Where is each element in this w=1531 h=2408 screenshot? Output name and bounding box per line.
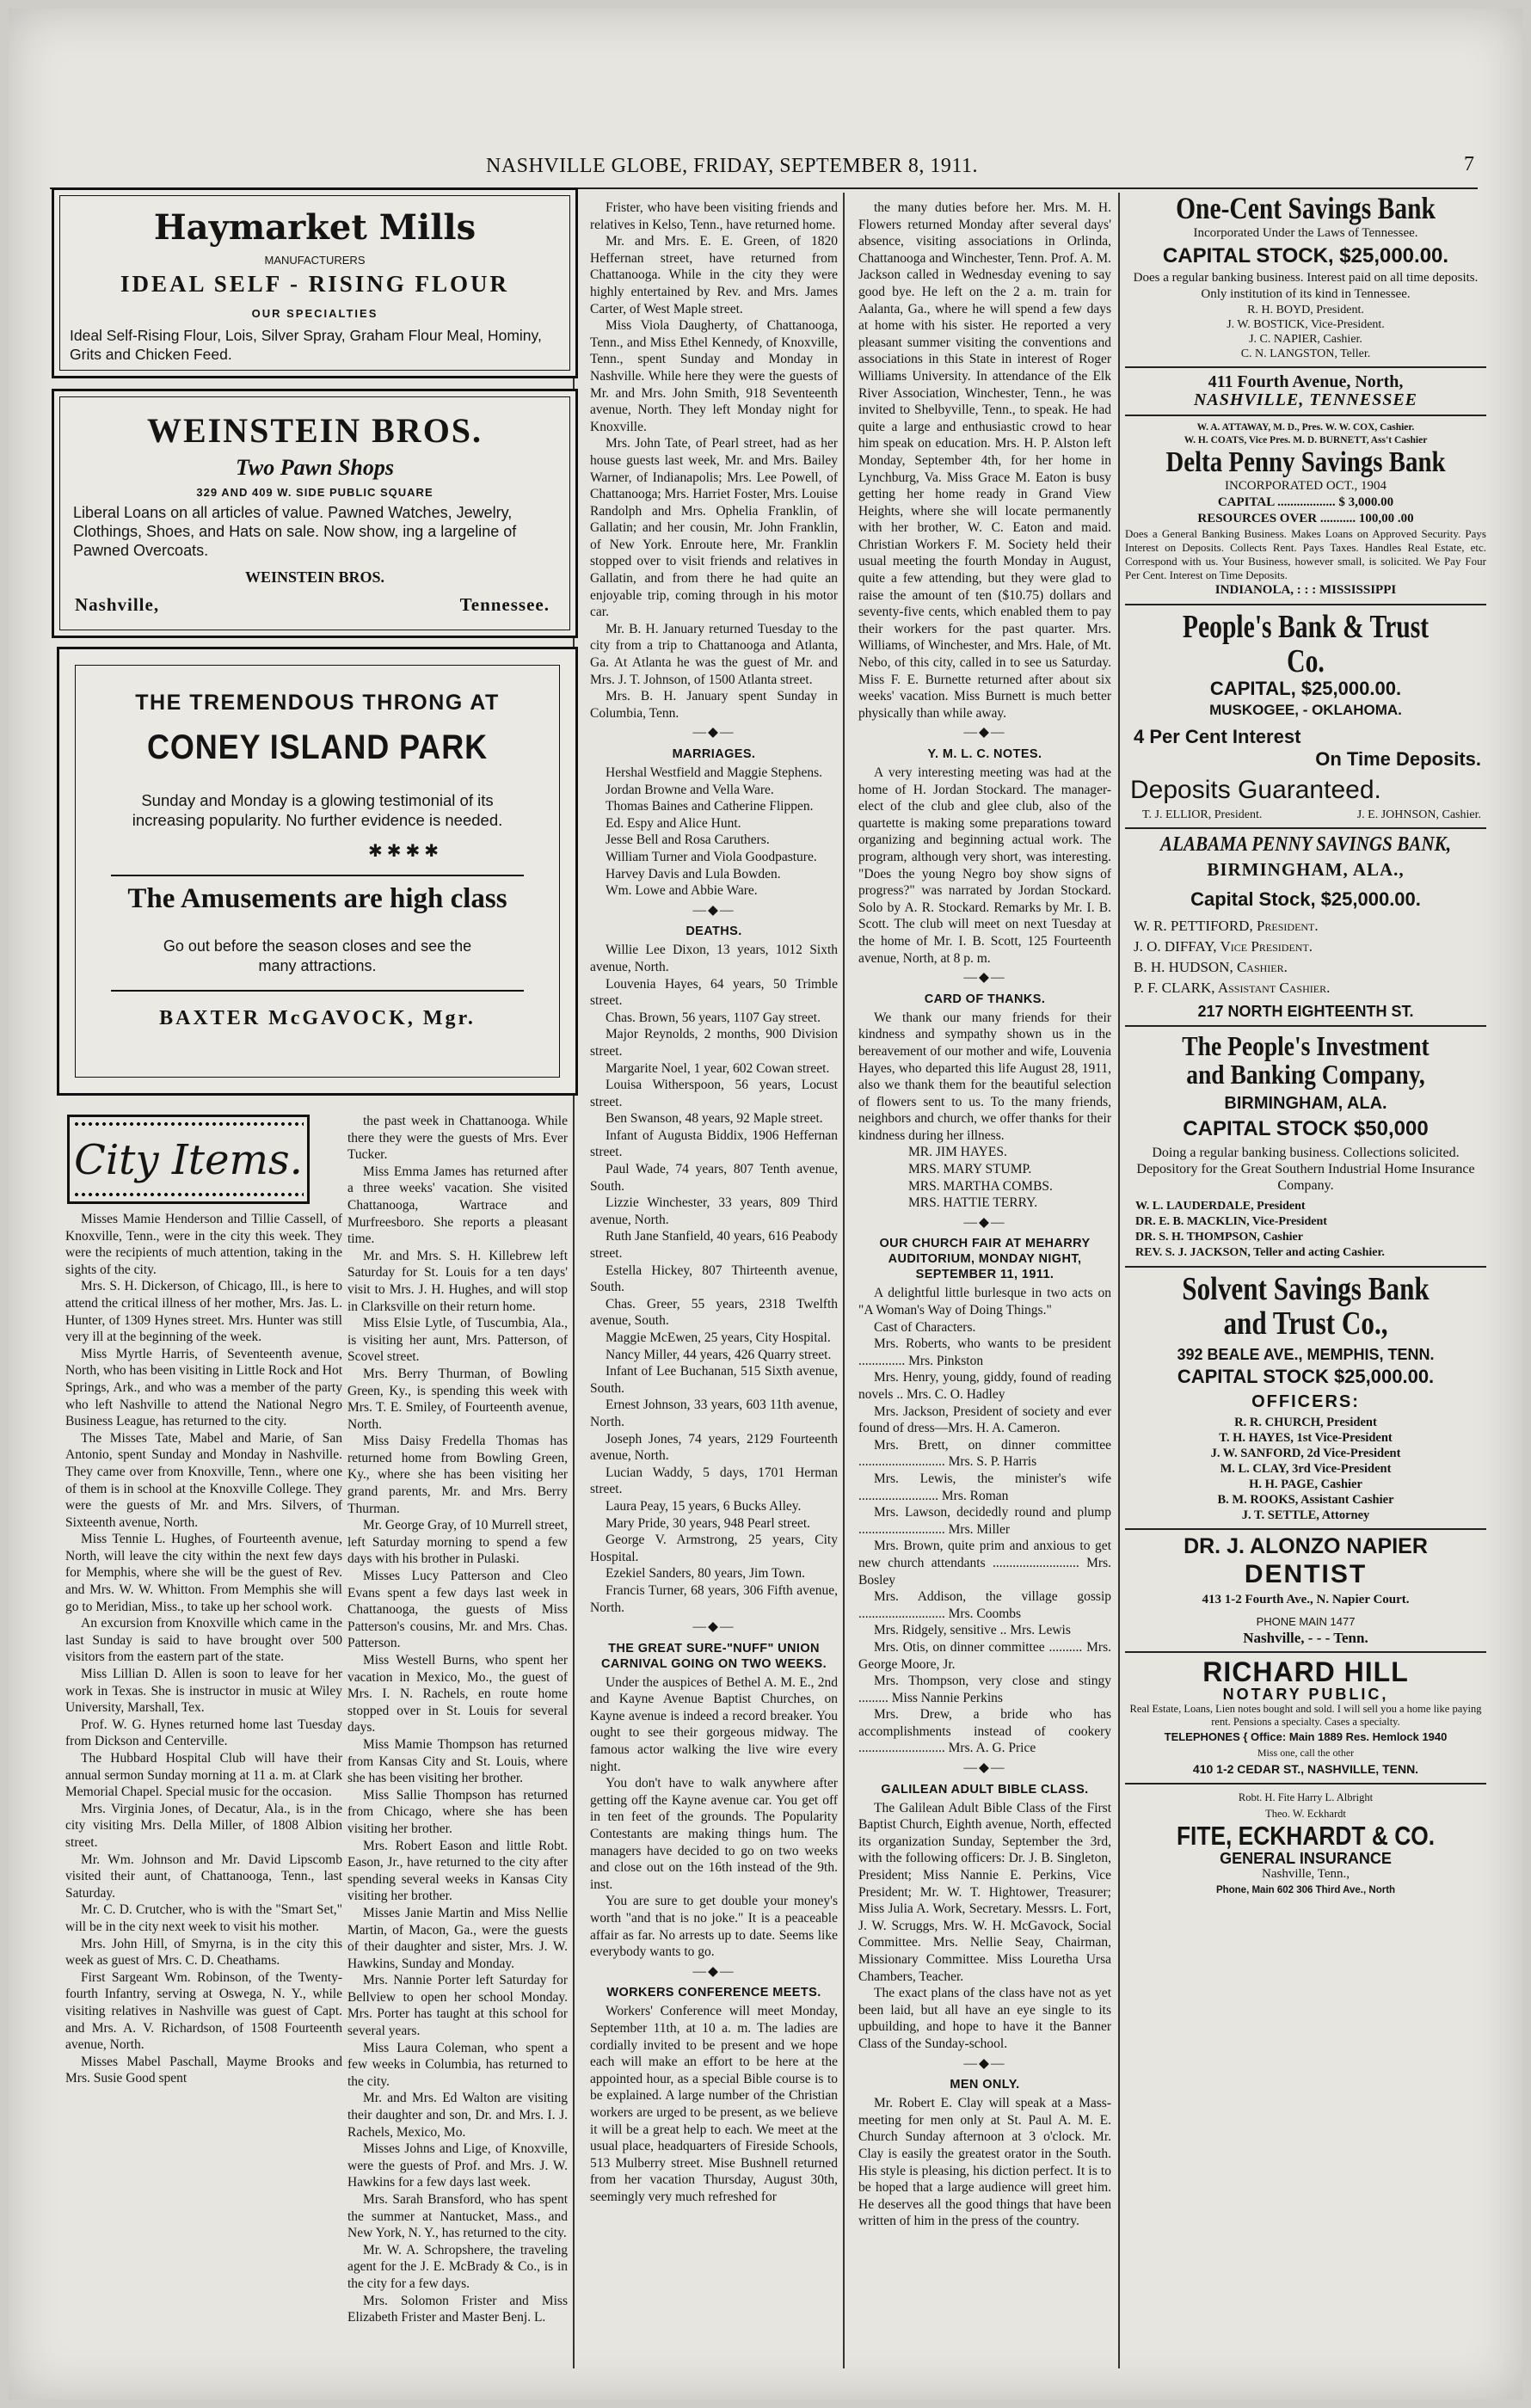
ad-telephones-note: Miss one, call the other bbox=[1257, 1746, 1355, 1759]
death-entry: Nancy Miller, 44 years, 426 Quarry street. bbox=[606, 1347, 832, 1362]
marriage-entry: Wm. Lowe and Abbie Ware. bbox=[606, 883, 758, 899]
news-paragraph: Mrs. Lawson, decidedly round and plump .......................... Mrs. Miller bbox=[858, 1505, 1111, 1537]
ad-names-2: Theo. W. Eckhardt bbox=[1265, 1807, 1346, 1820]
ad-title: FITE, ECKHARDT & CO. bbox=[1176, 1820, 1436, 1851]
news-paragraph: Miss Emma James has returned after a three weeks' vacation. She visited Chattanooga, Wartrace and Murfreesboro. She reports a pleasant time. bbox=[347, 1164, 568, 1247]
death-entry: Ruth Jane Stanfield, 40 years, 616 Peabody street. bbox=[590, 1229, 838, 1262]
signature-line: MR. JIM HAYES. bbox=[908, 1145, 1007, 1160]
church-fair-heading: OUR CHURCH FAIR AT MEHARRY AUDITORIUM, MONDAY NIGHT, SEPTEMBER 11, 1911. bbox=[879, 1237, 1091, 1282]
bank-title-2: and Trust Co., bbox=[1223, 1305, 1388, 1342]
officer-line: W. L. LAUDERDALE, President bbox=[1135, 1199, 1306, 1213]
death-entry: Maggie McEwen, 25 years, City Hospital. bbox=[606, 1330, 831, 1345]
ad-sign: WEINSTEIN BROS. bbox=[244, 568, 385, 586]
news-paragraph: Miss Elsie Lytle, of Tuscumbia, Ala., is visiting her aunt, Mrs. Patterson, of Scovel street. bbox=[347, 1316, 568, 1365]
officer-line: J. C. NAPIER, Cashier. bbox=[1249, 332, 1362, 346]
ad-city: Nashville, Tenn., bbox=[1262, 1867, 1350, 1882]
bank-capital: CAPITAL STOCK $25,000.00. bbox=[1177, 1365, 1435, 1387]
news-paragraph: Miss Myrtle Harris, of Seventeenth avenue, North, who has been visiting in Little Rock and Hot Springs, Ark., and who was a member of the party who left Nashville to attend the National Negro Business League, has returned to the city. bbox=[65, 1346, 342, 1429]
death-entry: Infant of Augusta Biddix, 1906 Heffernan street. bbox=[590, 1127, 838, 1160]
news-paragraph: Mrs. Addison, the village gossip .......................... Mrs. Coombs bbox=[858, 1589, 1111, 1621]
death-entry: George V. Armstrong, 25 years, City Hospital. bbox=[590, 1533, 838, 1564]
death-entry: Infant of Lee Buchanan, 515 Sixth avenue, South. bbox=[590, 1364, 838, 1396]
death-entry: Laura Peay, 15 years, 6 Bucks Alley. bbox=[606, 1498, 802, 1514]
ad-subtitle: GENERAL INSURANCE bbox=[1220, 1849, 1392, 1867]
ad-coney-island-park bbox=[57, 647, 578, 1096]
death-entry: Ernest Johnson, 33 years, 603 11th avenue, North. bbox=[590, 1398, 838, 1429]
ad-names: Robt. H. Fite Harry L. Albright bbox=[1238, 1791, 1374, 1803]
marriages-heading: MARRIAGES. bbox=[672, 747, 756, 761]
ad-address: 413 1-2 Fourth Ave., N. Napier Court. bbox=[1202, 1592, 1410, 1606]
bank-incorporated: Incorporated Under the Laws of Tennessee. bbox=[1193, 225, 1418, 240]
death-entry: Ezekiel Sanders, 80 years, Jim Town. bbox=[606, 1566, 805, 1582]
section-divider: —◆— bbox=[692, 1963, 735, 1979]
bank-incorporated: INCORPORATED OCT., 1904 bbox=[1224, 478, 1387, 493]
death-entry: Major Reynolds, 2 months, 900 Division street. bbox=[590, 1027, 838, 1059]
officer-line: DR. S. H. THOMPSON, Cashier bbox=[1135, 1230, 1303, 1244]
officer-line: J. W. BOSTICK, Vice-President. bbox=[1227, 317, 1385, 331]
bank-description: Does a regular banking business. Interest paid on all time deposits. Only institution of its kind in Tennessee. bbox=[1133, 270, 1479, 301]
death-entry: Lucian Waddy, 5 days, 1701 Herman street. bbox=[590, 1465, 838, 1497]
news-paragraph: Mrs. Otis, on dinner committee .......... Mrs. George Moore, Jr. bbox=[858, 1639, 1111, 1672]
section-divider: —◆— bbox=[692, 1619, 735, 1635]
ad-description: Real Estate, Loans, Lien notes bought and sold. I will sell you a home like paying rent. Pensions a specialty. Cases a specialty. bbox=[1129, 1702, 1482, 1728]
city-items-title: City Items. bbox=[74, 1136, 303, 1184]
officer-line: REV. S. J. JACKSON, Teller and acting Cashier. bbox=[1135, 1245, 1385, 1259]
bank-president: T. J. ELLIOR, President. bbox=[1142, 808, 1263, 822]
section-divider: —◆— bbox=[692, 902, 735, 918]
ad-manager: BAXTER McGAVOCK, Mgr. bbox=[159, 1007, 476, 1029]
news-paragraph: Mr. and Mrs. S. H. Killebrew left Saturday for St. Louis for a ten days' visit to Mrs. J. H. Hughes, and will stop in Clarksville on their return home. bbox=[347, 1248, 568, 1314]
bank-capital: CAPITAL STOCK $50,000 bbox=[1183, 1116, 1429, 1140]
news-paragraph: Misses Johns and Lige, of Knoxville, were the guests of Prof. and Mrs. J. W. Hawkins for a few days last week. bbox=[347, 2141, 568, 2190]
news-paragraph: Misses Mamie Henderson and Tillie Cassell, of Knoxville, Tenn., were in the city this week. They were the recipients of much attention, taking in the sights of the city. bbox=[65, 1212, 342, 1277]
news-paragraph: Mr. and Mrs. Ed Walton are visiting their daughter and son, Dr. and Mrs. I. J. Rachels, Mexico, Mo. bbox=[347, 2091, 568, 2140]
newspaper-page bbox=[9, 9, 1522, 2399]
news-paragraph: Mrs. Drew, a bride who has accomplishments instead of cookery .......................... Mrs. A. G. Price bbox=[858, 1707, 1111, 1756]
death-entry: Joseph Jones, 74 years, 2129 Fourteenth avenue, North. bbox=[590, 1431, 838, 1464]
news-paragraph: Mrs. Robert Eason and little Robt. Eason, Jr., have returned to the city after spending several weeks in Kansas City visiting her brother. bbox=[347, 1838, 568, 1904]
news-paragraph: Mrs. Henry, young, giddy, found of reading novels .. Mrs. C. O. Hadley bbox=[858, 1370, 1111, 1402]
bank-interest: 4 Per Cent Interest bbox=[1134, 726, 1301, 748]
ad-subtitle: Two Pawn Shops bbox=[236, 455, 394, 480]
news-paragraph: Misses Lucy Patterson and Cleo Evans spent a few days last week in Chattanooga, the guests of Miss Patterson's cousins, Mr. and Mrs. Chas. Patterson. bbox=[347, 1569, 568, 1651]
officer-line: R. H. BOYD, President. bbox=[1247, 303, 1364, 316]
signature-line: MRS. MARY STUMP. bbox=[908, 1162, 1032, 1177]
bank-address: 411 Fourth Avenue, North, bbox=[1208, 372, 1404, 391]
officer-line: H. H. PAGE, Cashier bbox=[1249, 1477, 1362, 1491]
marriage-entry: Hershal Westfield and Maggie Stephens. bbox=[606, 765, 823, 780]
death-entry: Louisa Witherspoon, 56 years, Locust street. bbox=[590, 1078, 838, 1109]
news-paragraph: Mr. Robert E. Clay will speak at a Mass-meeting for men only at St. Paul A. M. E. Church Sunday afternoon at 3 o'clock. Mr. Clay is easily the greatest orator in the South. His style is pleasing, his diction perfect. It is to be hoped that a large audience will greet him. He deserves all the good things that have been written of him in the press of the country. bbox=[858, 2096, 1111, 2229]
ad-line1: THE TREMENDOUS THRONG AT bbox=[135, 691, 500, 715]
bank-capital: CAPITAL, $25,000.00. bbox=[1209, 678, 1402, 700]
news-paragraph: Mrs. Berry Thurman, of Bowling Green, Ky., is spending this week with Mrs. T. E. Smiley, of Fourteenth avenue, North. bbox=[347, 1366, 568, 1432]
bank-title: One-Cent Savings Bank bbox=[1176, 193, 1436, 225]
news-paragraph: Mrs. Brown, quite prim and anxious to get new church attendants .......................... Mrs. Bosley bbox=[858, 1539, 1111, 1588]
news-paragraph: A very interesting meeting was had at the home of H. Jordan Stockard. The manager-elect of the club and glee club, also of the quartette is making some preparations toward organizing and beginning actual work. The program, although very short, was interesting. "Does the young Negro boy show signs of progress?" was narrated by Jordan Stockard. Solo by A. R. Stockard. Remarks by Mr. I. B. Scott. The club will meet on next Tuesday at the home of Mr. I. B. Scott, 125 Fourteenth avenue, North, at 8 p. m. bbox=[858, 765, 1111, 966]
column-2 bbox=[347, 1113, 568, 2375]
news-paragraph: Mrs. B. H. January spent Sunday in Columbia, Tenn. bbox=[590, 689, 838, 721]
news-paragraph: Mrs. Lewis, the minister's wife ........................ Mrs. Roman bbox=[858, 1471, 1111, 1503]
bank-title-2: and Banking Company, bbox=[1186, 1059, 1425, 1090]
ad-title: RICHARD HILL bbox=[1202, 1656, 1409, 1687]
marriage-entry: William Turner and Viola Goodpasture. bbox=[606, 849, 817, 864]
card-of-thanks-heading: CARD OF THANKS. bbox=[924, 992, 1046, 1006]
news-paragraph: Misses Mabel Paschall, Mayme Brooks and Mrs. Susie Good spent bbox=[65, 2054, 342, 2086]
news-paragraph: Mr. B. H. January returned Tuesday to the city from a trip to Chattanooga and Atlanta, Ga. At Atlanta he was the guest of Mr. and Mrs. J. T. Johnson, of 1500 Atlanta street. bbox=[590, 621, 838, 687]
news-paragraph: Mrs. John Hill, of Smyrna, is in the city this week as guest of Mrs. C. D. Cheathams. bbox=[65, 1936, 342, 1969]
ad-city: Nashville, - - - Tenn. bbox=[1243, 1629, 1368, 1646]
death-entry: Francis Turner, 68 years, 306 Fifth avenue, North. bbox=[590, 1582, 838, 1615]
officer-line: J. T. SETTLE, Attorney bbox=[1241, 1508, 1370, 1522]
section-divider: —◆— bbox=[963, 970, 1006, 986]
death-entry: Lizzie Winchester, 33 years, 809 Third avenue, North. bbox=[590, 1195, 838, 1227]
ad-phone: Phone, Main 602 306 Third Ave., North bbox=[1215, 1885, 1396, 1896]
ad-body: Liberal Loans on all articles of value. Pawned Watches, Jewelry, Clothings, Shoes, and Hats on sale. Now show, ing a largeline of Pawned Overcoats. bbox=[73, 504, 517, 559]
men-only-heading: MEN ONLY. bbox=[950, 2078, 1020, 2092]
death-entry: Willie Lee Dixon, 13 years, 1012 Sixth avenue, North. bbox=[590, 943, 838, 974]
news-paragraph: Mrs. Sarah Bransford, who has spent the summer at Nantucket, Mass., and New York, N. Y., has returned to the city. bbox=[347, 2192, 568, 2241]
bank-title: Delta Penny Savings Bank bbox=[1165, 445, 1446, 478]
ad-phone: PHONE MAIN 1477 bbox=[1256, 1614, 1356, 1628]
news-paragraph: Mr. C. D. Crutcher, who is with the "Smart Set," will be in the city next week to visit his mother. bbox=[65, 1902, 342, 1934]
bank-guarantee: Deposits Guaranteed. bbox=[1130, 776, 1381, 805]
news-paragraph: Prof. W. G. Hynes returned home last Tuesday from Dickson and Centerville. bbox=[65, 1717, 342, 1749]
death-entry: Louvenia Hayes, 64 years, 50 Trimble street. bbox=[590, 976, 838, 1009]
news-paragraph: Mrs. John Tate, of Pearl street, had as her house guests last week, Mr. and Mrs. Bailey Warner, of Indianapolis; Mrs. Lee Powell, of Chattanooga; Mrs. Harriet Foster, Mrs. Louise Randolph and Mrs. Ophelia Franklin, of Gallatin; and her cousin, Mr. John Franklin, of New York. Enroute here, Mr. Franklin stopped over to visit friends and relatives in Gallatin, and from there he had quite an enjoyable trip, coming through in his motor car. bbox=[590, 436, 838, 620]
ad-napier-dentist bbox=[1125, 1535, 1486, 1653]
officer-line: B. M. ROOKS, Assistant Cashier bbox=[1217, 1492, 1394, 1507]
bank-title: The People's Investment bbox=[1182, 1029, 1430, 1061]
bank-address: 217 NORTH EIGHTEENTH ST. bbox=[1197, 1002, 1414, 1020]
column-4 bbox=[858, 200, 1111, 2375]
news-paragraph: A delightful little burlesque in two acts on "A Woman's Way of Doing Things." bbox=[858, 1286, 1111, 1318]
city-items-heading-box bbox=[67, 1115, 310, 1204]
section-divider: —◆— bbox=[963, 1214, 1006, 1230]
news-paragraph: Mrs. Nannie Porter left Saturday for Bellview to open her school Monday. Mrs. Porter has taught at this school for several years. bbox=[347, 1973, 568, 2039]
officer-line: W. A. ATTAWAY, M. D., Pres. W. W. COX, Cashier. bbox=[1196, 421, 1415, 433]
ad-telephones: TELEPHONES { Office: Main 1889 Res. Hemlock 1940 bbox=[1164, 1729, 1448, 1743]
news-paragraph: Miss Lillian D. Allen is soon to leave for her work in Texas. She is instructor in music at Wiley University, Marshall, Tex. bbox=[65, 1667, 342, 1716]
ad-subtitle: MANUFACTURERS bbox=[264, 254, 366, 267]
ad-specialties-label: OUR SPECIALTIES bbox=[251, 307, 378, 320]
ad-subtitle: NOTARY PUBLIC, bbox=[1222, 1686, 1389, 1704]
death-entry: Paul Wade, 74 years, 807 Tenth avenue, South. bbox=[590, 1162, 838, 1194]
news-paragraph: Miss Mamie Thompson has returned from Kansas City and St. Louis, where she has been visiting her brother. bbox=[347, 1736, 568, 1786]
officer-line: W. H. COATS, Vice Pres. M. D. BURNETT, Ass't Cashier bbox=[1184, 434, 1428, 445]
news-paragraph: Mrs. Thompson, very close and stingy ......... Miss Nannie Perkins bbox=[858, 1674, 1111, 1705]
news-paragraph: You are sure to get double your money's worth "and that is no joke." It is a peaceable affair as far. No arrests up to date. Seems like everybody wants to go. bbox=[590, 1894, 838, 1960]
news-paragraph: Mr. Wm. Johnson and Mr. David Lipscomb visited their aunt, of Chattanooga, Tenn., last Saturday. bbox=[65, 1852, 342, 1901]
news-paragraph: The Hubbard Hospital Club will have their annual sermon Sunday morning at 11 a. m. at Clark Memorial Chapel. Special music for the occasion. bbox=[65, 1751, 342, 1800]
death-entry: Margarite Noel, 1 year, 602 Cowan street. bbox=[606, 1060, 830, 1076]
news-paragraph: Mrs. Virginia Jones, of Decatur, Ala., is in the city visiting Mrs. Della Miller, of 1808 Albion street. bbox=[65, 1801, 342, 1850]
ad-amusements: The Amusements are high class bbox=[127, 883, 507, 914]
section-divider: —◆— bbox=[963, 2055, 1006, 2071]
news-paragraph: Frister, who have been visiting friends and relatives in Kelso, Tenn., have returned home. bbox=[590, 200, 838, 232]
bank-address: 392 BEALE AVE., MEMPHIS, TENN. bbox=[1177, 1345, 1435, 1363]
bank-location: INDIANOLA, : : : MISSISSIPPI bbox=[1214, 582, 1397, 597]
bank-ads-column bbox=[1125, 193, 1486, 2377]
news-paragraph: Miss Sallie Thompson has returned from Chicago, where she has been visiting her brother. bbox=[347, 1787, 568, 1836]
bank-cashier: J. E. JOHNSON, Cashier. bbox=[1356, 808, 1481, 822]
bank-city: NASHVILLE, TENNESSEE bbox=[1193, 390, 1418, 409]
bank-capital: Capital Stock, $25,000.00. bbox=[1190, 888, 1421, 910]
news-paragraph: The Galilean Adult Bible Class of the First Baptist Church, Eighth avenue, North, effected its organization Sunday, September the 3rd, with the following officers: Dr. J. B. Singleton, President; Miss Nannie E. Perkins, Vice President; Mr. W. T. Hightower, Treasurer; Miss Julia A. Work, Secretary. Messrs. L. Fort, J. W. Scruggs, Mrs. W. H. McGavock, Social Committee. Mrs. Nellie Seay, Chairman, Missionary Committee. Miss Louretha Ursa Chambers, Teacher. bbox=[858, 1800, 1111, 1984]
ad-title: WEINSTEIN BROS. bbox=[146, 411, 483, 450]
news-paragraph: We thank our many friends for their kindness and sympathy shown us in the bereavement of our mother and wife, Louvenia Hayes, who departed this life August 28, 1911, also we thank them for the beautiful selection of flowers sent to us. To the many friends, neighbors and church, we offer thanks for their kindness during her illness. bbox=[858, 1010, 1111, 1143]
ad-haymarket-mills bbox=[52, 187, 578, 378]
bank-resources: RESOURCES OVER ........... 100,00 .00 bbox=[1197, 511, 1414, 525]
news-paragraph: Mr. W. A. Schropshere, the traveling agent for the J. E. McBrady & Co., is in the city for a few days. bbox=[347, 2242, 568, 2291]
bank-title: People's Bank & Trust Co. bbox=[1182, 608, 1430, 679]
ad-solvent-savings-bank bbox=[1125, 1270, 1486, 1530]
ad-body: Sunday and Monday is a glowing testimonial of its increasing popularity. No further evidence is needed. bbox=[132, 791, 503, 829]
news-paragraph: Mrs. Ridgely, sensitive .. Mrs. Lewis bbox=[874, 1623, 1071, 1638]
news-paragraph: Mrs. Roberts, who wants to be president .............. Mrs. Pinkston bbox=[858, 1336, 1111, 1368]
ad-delta-penny-savings-bank bbox=[1125, 421, 1486, 605]
news-paragraph: the past week in Chattanooga. While there they were the guests of Mrs. Ever Tucker. bbox=[347, 1114, 568, 1163]
news-paragraph: An excursion from Knoxville which came in the last Sunday is said to have brought over 500 visitors from the eastern part of the state. bbox=[65, 1616, 342, 1665]
marriage-entry: Harvey Davis and Lula Bowden. bbox=[606, 866, 781, 882]
bank-interest-2: On Time Deposits. bbox=[1315, 748, 1481, 771]
news-paragraph: Miss Daisy Fredella Thomas has returned home from Bowling Green, Ky., where she has been visiting her grand parents, Mr. and Mrs. Berry Thurman. bbox=[347, 1434, 568, 1516]
marriage-entry: Jesse Bell and Rosa Caruthers. bbox=[606, 832, 770, 848]
news-paragraph: the many duties before her. Mrs. M. H. Flowers returned Monday after several days' absence, visiting associations in Orlinda, Chattanooga and Winchester, Tenn. Prof. A. M. Jackson called in Wednesday evening to say good bye. He left on the 2 a. m. train for Aalanta, Ga., where he will spend a few days at home with his sister. He reported a very pleasant summer visiting the conventions and associations in this State in interest of Roger Williams University. In attendance of the Elk River Association, Winchester, Tenn., he was invited to Shelbyville, Tenn., to speak. He had quite a large and enthusiastic crowd to hear him speak on education. Mrs. H. P. Alston left Monday, September 4th, for her home in Lynchburg, Va. Miss Grace M. Eaton is busy getting her home ready in Grand View Heights, where she will locate permanently with her brother, W. C. Eaton and maid. Christian Workers F. M. Society held their usual meeting the fourth Monday in August, quite a few attending, but they were glad to raise the amount of ten ($10.75) dollars and seventy-five cents, which enabled them to pay their workers for the past quarter. Mrs. Williams, of Winchester, and Mrs. Hale, of Mt. Nebo, of this city, called in to see us Saturday. Miss F. E. Burnette returned after about six weeks' vacation. Miss Burnett is much better physically than while away. bbox=[858, 200, 1111, 721]
news-paragraph: Mrs. Brett, on dinner committee .......................... Mrs. S. P. Harris bbox=[858, 1437, 1111, 1470]
officer-line: R. R. CHURCH, President bbox=[1234, 1415, 1377, 1429]
union-carnival-heading: THE GREAT SURE-"NUFF" UNION CARNIVAL GOING ON TWO WEEKS. bbox=[601, 1641, 827, 1671]
death-entry: Ben Swanson, 48 years, 92 Maple street. bbox=[606, 1111, 823, 1127]
death-entry: Estella Hickey, 807 Thirteenth avenue, South. bbox=[590, 1262, 838, 1295]
signature-line: MRS. MARTHA COMBS. bbox=[908, 1178, 1053, 1194]
masthead-title: NASHVILLE GLOBE, FRIDAY, SEPTEMBER 8, 1911. bbox=[486, 155, 978, 177]
news-paragraph: Mrs. Solomon Frister and Miss Elizabeth Frister and Master Benj. L. bbox=[347, 2293, 568, 2325]
signature-line: MRS. HATTIE TERRY. bbox=[908, 1195, 1038, 1211]
news-paragraph: Cast of Characters. bbox=[874, 1319, 976, 1335]
marriage-entry: Thomas Baines and Catherine Flippen. bbox=[606, 799, 814, 814]
bank-capital: CAPITAL .................. $ 3,000.00 bbox=[1217, 494, 1394, 509]
officer-line: DR. E. B. MACKLIN, Vice-President bbox=[1135, 1214, 1327, 1228]
column-1 bbox=[65, 1211, 342, 2375]
marriage-entry: Jordan Browne and Vella Ware. bbox=[606, 782, 774, 797]
news-paragraph: Workers' Conference will meet Monday, September 11th, at 10 a. m. The ladies are cordially invited to be present and we hope each will make an effort to be here at the appointed hour, as a special Bible course is to be explained. A large number of the Christian workers are urged to be present, as we believe it will be a great help to each. We meet at the usual place, headquarters of Fireside Schools, 513 Mulberry street. Mise Bushnell returned from her vacation Thursday, August 30th, seemingly very much refreshed for bbox=[590, 2004, 838, 2204]
ad-title: CONEY ISLAND PARK bbox=[146, 728, 488, 766]
bank-city: MUSKOGEE, - OKLAHOMA. bbox=[1209, 701, 1402, 718]
death-entry: Chas. Brown, 56 years, 1107 Gay street. bbox=[606, 1010, 821, 1025]
news-paragraph: Misses Janie Martin and Miss Nellie Martin, of Macon, Ga., were the guests of their daughter and sister, Mrs. J. W. Hawkins, Sunday and Monday. bbox=[347, 1905, 568, 1971]
news-paragraph: Miss Tennie L. Hughes, of Fourteenth avenue, North, will leave the city within the next few days for Memphis, where she will be the guest of Rev. and Mrs. W. W. Whitton. From Memphis she will go to Meridian, Miss., to take up her school work. bbox=[65, 1532, 342, 1614]
news-paragraph: Miss Viola Daugherty, of Chattanooga, Tenn., and Miss Ethel Kennedy, of Knoxville, Tenn., spent Sunday and Monday in Nashville. While here they were the guests of Mr. and Mrs. John Smith, 918 Seventeenth avenue, North. They left Monday night for Knoxville. bbox=[590, 318, 838, 434]
officer-line: W. R. PETTIFORD, President. bbox=[1134, 917, 1319, 934]
bank-city: BIRMINGHAM, ALA. bbox=[1224, 1093, 1387, 1113]
news-paragraph: Mr. George Gray, of 10 Murrell street, left Saturday morning to spend a few days with his brother in Pulaski. bbox=[347, 1518, 568, 1567]
officer-line: J. W. SANFORD, 2d Vice-President bbox=[1210, 1446, 1401, 1460]
ad-address: 410 1-2 CEDAR ST., NASHVILLE, TENN. bbox=[1192, 1761, 1419, 1776]
bank-description: Doing a regular banking business. Collections solicited. Depository for the Great Southern Industrial Home Insurance Company. bbox=[1136, 1145, 1475, 1193]
news-paragraph: Mr. and Mrs. E. E. Green, of 1820 Heffernan street, have returned from Chattanooga. While in the city they were highly entertained by Rev. and Mrs. James Carter, of West Maple street. bbox=[590, 234, 838, 316]
section-divider: —◆— bbox=[692, 725, 735, 740]
section-divider: —◆— bbox=[963, 1760, 1006, 1776]
news-paragraph: First Sargeant Wm. Robinson, of the Twenty-fourth Infantry, serving at Oswega, N. Y., while visiting relatives in Nashville was guest of Capt. and Mrs. A. V. Richardson, of 1508 Fourteenth avenue, North. bbox=[65, 1969, 342, 2053]
section-divider: —◆— bbox=[963, 725, 1006, 740]
ymlc-notes-heading: Y. M. L. C. NOTES. bbox=[927, 747, 1042, 761]
officer-line: B. H. HUDSON, Cashier. bbox=[1134, 958, 1288, 975]
officer-line: J. O. DIFFAY, Vice President. bbox=[1134, 937, 1313, 955]
ad-peoples-investment-banking bbox=[1125, 1029, 1486, 1268]
ad-product: IDEAL SELF - RISING FLOUR bbox=[120, 271, 510, 297]
ad-city: Nashville, bbox=[75, 594, 160, 615]
ad-subtitle: DENTIST bbox=[1244, 1560, 1368, 1588]
news-paragraph: The exact plans of the class have not as yet been laid, but all have an eye single to its upbuilding, and hope to have it the Banner Class of the Sunday-school. bbox=[858, 1986, 1111, 2051]
death-entry: Chas. Greer, 55 years, 2318 Twelfth avenue, South. bbox=[590, 1296, 838, 1329]
ad-fite-eckhardt-insurance bbox=[1125, 1790, 1486, 1899]
ad-body: Ideal Self-Rising Flour, Lois, Silver Spray, Graham Flour Meal, Hominy, Grits and Chicken Feed. bbox=[70, 327, 542, 363]
page-header bbox=[9, 155, 1522, 181]
bank-officers-label: OFFICERS: bbox=[1251, 1391, 1360, 1411]
news-paragraph: Mrs. S. H. Dickerson, of Chicago, Ill., is here to attend the critical illness of her mother, Mrs. Jas. L. Hunter, of 1309 Hynes street. Mrs. Hunter was still very ill at the beginning of the week. bbox=[65, 1279, 342, 1345]
news-paragraph: Under the auspices of Bethel A. M. E., 2nd and Kayne Avenue Baptist Churches, on Kayne avenue is indeed a record breaker. You ought to see their gorgeous midway. The famous actor walking the live wire every night. bbox=[590, 1674, 838, 1774]
news-paragraph: The Misses Tate, Mabel and Marie, of San Antonio, spent Sunday and Monday in Nashville. They came over from Knoxville, Tenn., where one of them is in school at the Knoxville College. They were the guests of Mr. and Mrs. Silvers, of Sixteenth avenue, North. bbox=[65, 1430, 342, 1530]
officer-line: P. F. CLARK, Assistant Cashier. bbox=[1134, 979, 1331, 996]
marriage-entry: Ed. Espy and Alice Hunt. bbox=[606, 815, 741, 831]
column-divider bbox=[843, 193, 845, 2368]
ad-state: Tennessee. bbox=[459, 594, 550, 615]
ad-address: 329 AND 409 W. SIDE PUBLIC SQUARE bbox=[196, 486, 433, 499]
officer-line: T. H. HAYES, 1st Vice-President bbox=[1219, 1430, 1393, 1445]
news-paragraph: Mrs. Jackson, President of society and ever found of dress—Mrs. H. A. Cameron. bbox=[858, 1404, 1111, 1436]
workers-conference-heading: WORKERS CONFERENCE MEETS. bbox=[606, 1986, 821, 2000]
bank-title: ALABAMA PENNY SAVINGS BANK, bbox=[1159, 833, 1452, 857]
ad-richard-hill-notary bbox=[1125, 1658, 1486, 1784]
deaths-heading: DEATHS. bbox=[686, 924, 742, 939]
ad-alabama-penny-savings-bank bbox=[1125, 834, 1486, 1026]
ad-sub: Go out before the season closes and see the many attractions. bbox=[163, 937, 472, 974]
ad-title: Haymarket Mills bbox=[153, 207, 477, 248]
bank-city: BIRMINGHAM, ALA., bbox=[1207, 858, 1405, 880]
bank-title: Solvent Savings Bank bbox=[1182, 1270, 1430, 1307]
page-number: 7 bbox=[1464, 153, 1474, 175]
news-paragraph: You don't have to walk anywhere after getting off the Kayne avenue car. You get off in ten feet of the grounds. The Popularity Contestants are making things hum. The managers have decided to go on two weeks and close out on the 16th instead of the 9th. inst. bbox=[590, 1776, 838, 1892]
column-divider bbox=[1118, 193, 1120, 2368]
officer-line: M. L. CLAY, 3rd Vice-President bbox=[1220, 1461, 1392, 1476]
news-paragraph: Miss Westell Burns, who spent her vacation in Mexico, Mo., the guest of Mrs. I. N. Rachels, en route home stopped over in St. Louis for several days. bbox=[347, 1653, 568, 1735]
bible-class-heading: GALILEAN ADULT BIBLE CLASS. bbox=[881, 1782, 1089, 1797]
ad-weinstein-bros bbox=[52, 389, 578, 638]
bank-capital: CAPITAL STOCK, $25,000.00. bbox=[1162, 243, 1449, 267]
bank-description: Does a General Banking Business. Makes Loans on Approved Security. Pays Interest on Deposits. Collects Rent. Pays Taxes. Handles Real Estate, etc. Correspond with us. Your Business, however small, is solicited. We Pay Four Per Cent. Interest on Time Deposits. bbox=[1125, 526, 1486, 581]
ad-stars: ✱ ✱ ✱ ✱ bbox=[367, 842, 440, 861]
column-3 bbox=[590, 200, 838, 2375]
news-paragraph: Miss Laura Coleman, who spent a few weeks in Columbia, has returned to the city. bbox=[347, 2040, 568, 2089]
ad-one-cent-savings-bank bbox=[1125, 193, 1486, 416]
death-entry: Mary Pride, 30 years, 948 Pearl street. bbox=[606, 1515, 811, 1531]
ad-peoples-bank-trust bbox=[1125, 608, 1486, 830]
ad-title: DR. J. ALONZO NAPIER bbox=[1184, 1533, 1428, 1558]
officer-line: C. N. LANGSTON, Teller. bbox=[1240, 347, 1371, 360]
